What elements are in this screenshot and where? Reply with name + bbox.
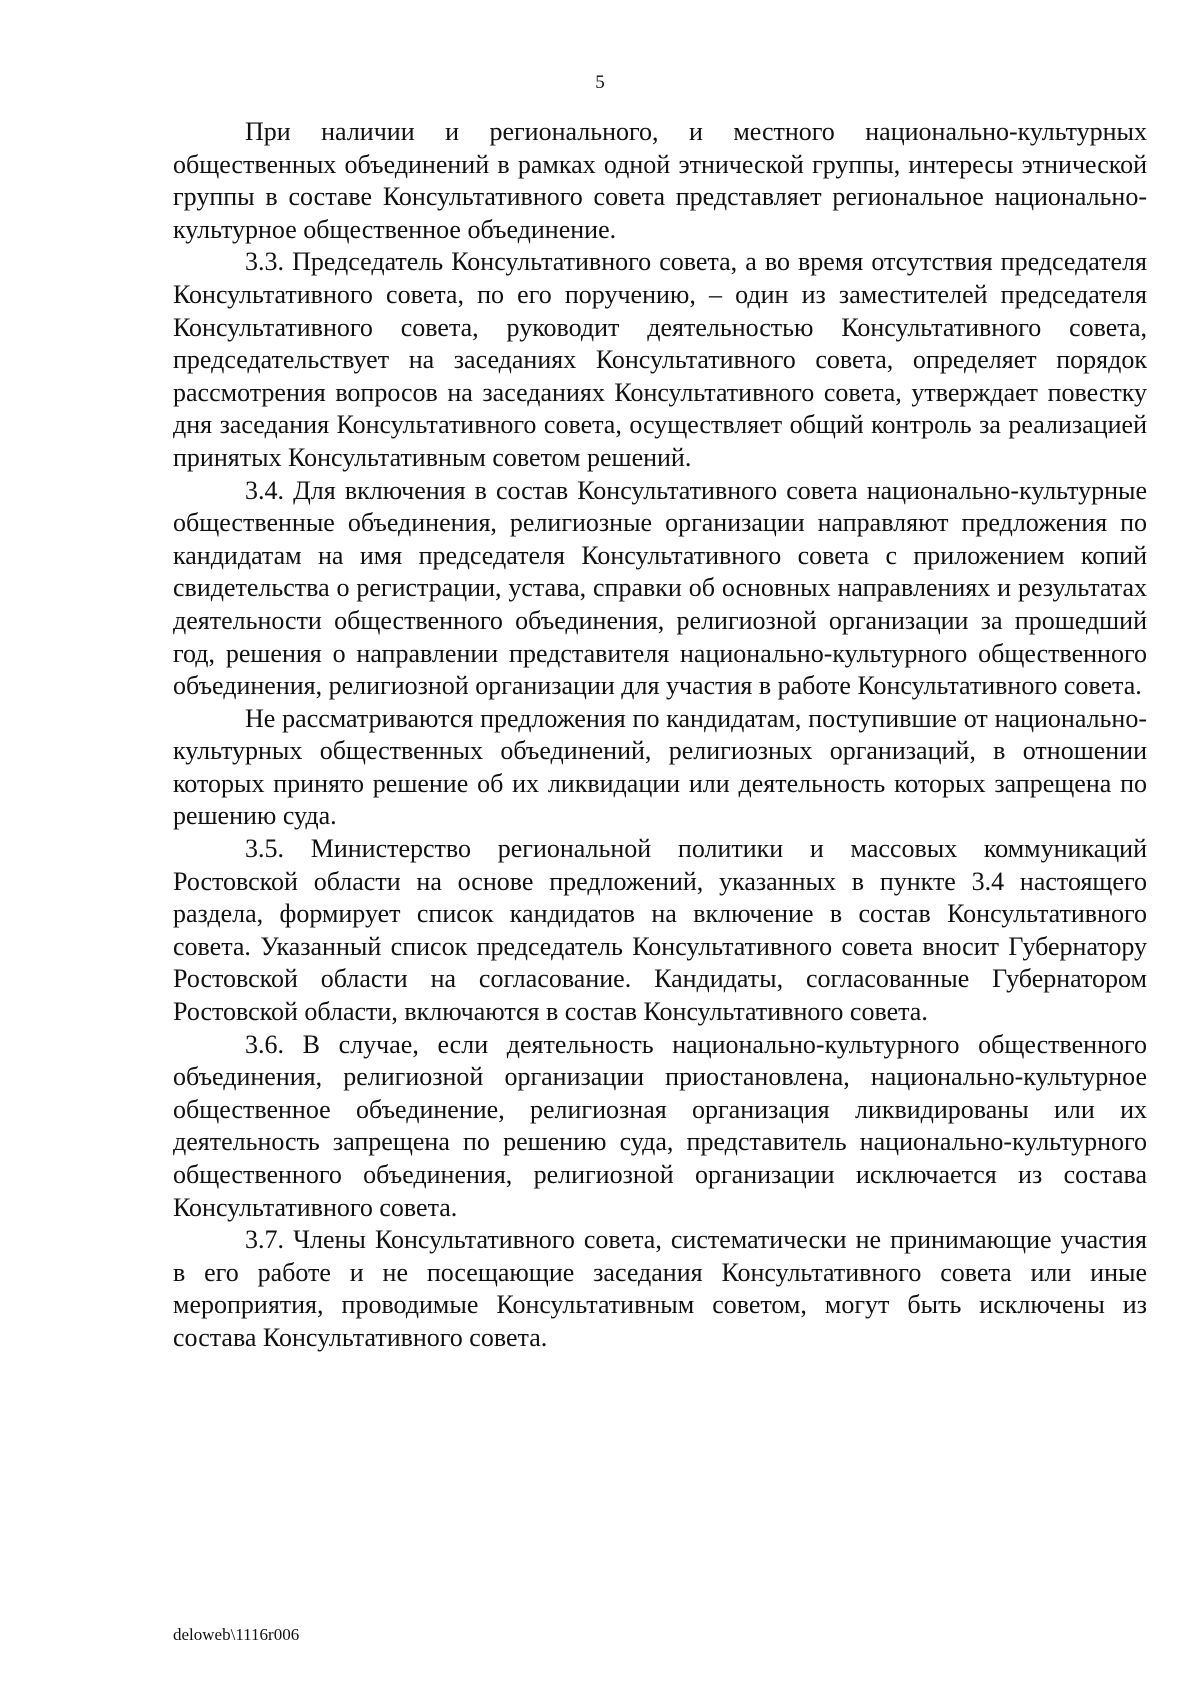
paragraph-ethnic-group-representation: При наличии и регионального, и местного национально-культурных общественных объединений в рамках одной этнической группы, интересы этнической группы в составе Консультативного совета представляет региональное национально-культурное общественное объединение. — [173, 117, 1147, 244]
paragraph-3-5-ministry-list: 3.5. Министерство региональной политики и массовых коммуникаций Ростовской области на основе предложений, указанных в пункте 3.4 настоящего раздела, формирует список кандидатов на включение в состав Консультативного совета. Указанный список председатель Консультативного совета вносит Губернатору Ростовской области на согласование. Кандидаты, согласованные Губернатором Ростовской области, включаются в состав Консультативного совета. — [173, 834, 1147, 1027]
paragraph-3-3-chairman: 3.3. Председатель Консультативного совета, а во время отсутствия председателя Консультативного совета, по его поручению, – один из заместителей председателя Консультативного совета, руководит деятельностью Консультативного совета, председательствует на заседаниях Консультативного совета, определяет порядок рассмотрения вопросов на заседаниях Консультативного совета, утверждает повестку дня заседания Консультативного совета, осуществляет общий контроль за реализацией принятых Консультативным советом решений. — [173, 247, 1147, 472]
paragraph-3-4-nominations: 3.4. Для включения в состав Консультативного совета национально-культурные общественные объединения, религиозные организации направляют предложения по кандидатам на имя председателя Консультативного совета с приложением копий свидетельства о регистрации, устава, справки об основных направлениях и результатах деятельности общественного объединения, религиозной организации за прошедший год, решения о направлении представителя национально-культурного общественного объединения, религиозной организации для участия в работе Консультативного совета. — [173, 475, 1147, 701]
document-body — [173, 116, 1147, 1355]
paragraph-rejected-proposals: Не рассматриваются предложения по кандидатам, поступившие от национально-культурных общественных объединений, религиозных организаций, в отношении которых принято решение об их ликвидации или деятельность которых запрещена по решению суда. — [173, 703, 1147, 831]
paragraph-3-6-exclusion: 3.6. В случае, если деятельность национально-культурного общественного объединения, религиозной организации приостановлена, национально-культурное общественное объединение, религиозная организация ликвидированы или их деятельность запрещена по решению суда, представитель национально-культурного общественного объединения, религиозной организации исключается из состава Консультативного совета. — [173, 1029, 1147, 1222]
paragraph-3-7-members-exclusion: 3.7. Члены Консультативного совета, систематически не принимающие участия в его работе и не посещающие заседания Консультативного совета или иные мероприятия, проводимые Консультативным советом, могут быть исключены из состава Консультативного совета. — [173, 1225, 1147, 1352]
footer-document-code: deloweb\1116r006 — [173, 1625, 300, 1644]
page-number: 5 — [595, 72, 605, 93]
